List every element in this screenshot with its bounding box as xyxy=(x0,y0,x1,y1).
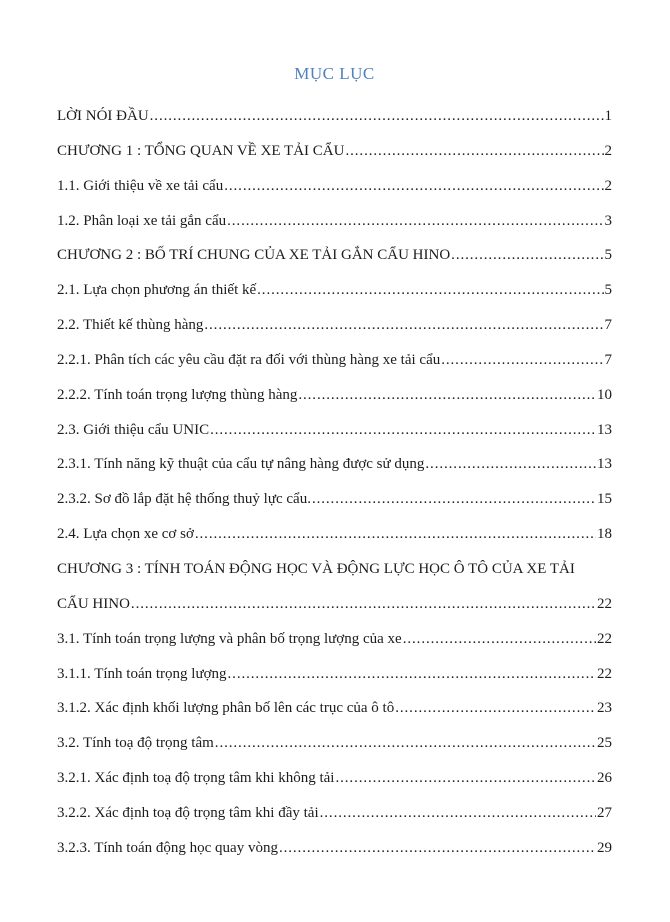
toc-entry[interactable] xyxy=(57,273,612,308)
toc-entry[interactable] xyxy=(57,691,612,726)
toc-entry-label: CẨU HINO xyxy=(57,595,130,612)
toc-entry-page: 26 xyxy=(597,770,612,787)
toc-leader-dots xyxy=(210,422,596,439)
toc-entry-label: 3.2.2. Xác định toạ độ trọng tâm khi đầy tải xyxy=(57,804,319,821)
toc-leader-dots xyxy=(131,596,596,613)
toc-entry-label: CHƯƠNG 1 : TỔNG QUAN VỀ XE TẢI CẨU xyxy=(57,142,345,159)
toc-entry[interactable] xyxy=(57,482,612,517)
toc-leader-dots xyxy=(224,178,603,195)
toc-leader-dots xyxy=(441,352,603,369)
toc-entry[interactable] xyxy=(57,657,612,692)
toc-entry[interactable] xyxy=(57,204,612,239)
toc-entry[interactable] xyxy=(57,587,612,622)
toc-leader-dots xyxy=(204,317,603,334)
toc-leader-dots xyxy=(298,387,596,404)
toc-entry-label: 3.2.3. Tính toán động học quay vòng xyxy=(57,839,278,856)
toc-leader-dots xyxy=(320,805,596,822)
toc-leader-dots xyxy=(228,666,596,683)
toc-entry[interactable] xyxy=(57,413,612,448)
toc-leader-dots xyxy=(451,247,603,264)
toc-entry-page: 7 xyxy=(604,351,612,368)
toc-entry[interactable] xyxy=(57,308,612,343)
toc-entry-page: 5 xyxy=(604,247,612,264)
toc-entry-page: 1 xyxy=(604,108,612,124)
toc-entry-page: 22 xyxy=(597,630,612,647)
toc-entry-label: 2.2. Thiết kế thùng hàng xyxy=(57,317,204,334)
toc-entry-page: 2 xyxy=(604,142,612,159)
toc-entry-label: 3.1. Tính toán trọng lượng và phân bố trọng lượng của xe xyxy=(57,630,402,647)
toc-entry[interactable] xyxy=(57,726,612,761)
toc-leader-dots xyxy=(215,735,596,752)
toc-entry[interactable] xyxy=(57,238,612,273)
page-title: MỤC LỤC xyxy=(294,64,375,83)
toc-entry-label: 1.2. Phân loại xe tải gắn cẩu xyxy=(57,212,227,229)
toc-entry-label: 3.2.1. Xác định toạ độ trọng tâm khi không tải xyxy=(57,770,335,787)
toc-entry[interactable] xyxy=(57,343,612,378)
toc-entry-label: 2.2.1. Phân tích các yêu cầu đặt ra đối với thùng hàng xe tải cẩu xyxy=(57,351,441,368)
toc-leader-dots xyxy=(279,840,596,857)
toc-entry-page: 10 xyxy=(597,386,612,403)
toc-entry-page: 23 xyxy=(597,700,612,717)
toc-leader-dots xyxy=(395,700,596,717)
toc-entry-label: 2.3.2. Sơ đồ lắp đặt hệ thống thuỷ lực cẩu. xyxy=(57,491,311,508)
toc-entry-page: 22 xyxy=(597,665,612,682)
toc-entry[interactable] xyxy=(57,552,612,587)
toc-entry-label: 3.1.2. Xác định khối lượng phân bố lên các trục của ô tô xyxy=(57,700,395,717)
toc-entry-page: 2 xyxy=(604,177,612,194)
toc-leader-dots xyxy=(312,491,596,508)
toc-entry-label: 3.1.1. Tính toán trọng lượng xyxy=(57,665,227,682)
toc-leader-dots xyxy=(150,108,604,125)
toc-entry-label: 2.3. Giới thiệu cẩu UNIC xyxy=(57,421,210,438)
toc-entry-page: 13 xyxy=(597,421,612,438)
toc-entry-label: 2.4. Lựa chọn xe cơ sở xyxy=(57,526,194,543)
toc-entry-label: 3.2. Tính toạ độ trọng tâm xyxy=(57,735,214,752)
toc-leader-dots xyxy=(257,282,603,299)
toc-entry-label: 2.3.1. Tính năng kỹ thuật của cẩu tự nâng hàng được sử dụng xyxy=(57,456,425,473)
table-of-contents xyxy=(57,99,612,866)
toc-entry[interactable] xyxy=(57,134,612,169)
toc-entry-page: 13 xyxy=(597,456,612,473)
toc-entry[interactable] xyxy=(57,622,612,657)
toc-entry[interactable] xyxy=(57,517,612,552)
toc-entry-page: 25 xyxy=(597,735,612,752)
toc-leader-dots xyxy=(195,526,596,543)
toc-entry-label: 2.2.2. Tính toán trọng lượng thùng hàng xyxy=(57,386,298,403)
toc-entry-label: CHƯƠNG 3 : TÍNH TOÁN ĐỘNG HỌC VÀ ĐỘNG LỰC HỌC Ô TÔ CỦA XE TẢI xyxy=(57,560,575,577)
toc-entry[interactable] xyxy=(57,447,612,482)
toc-leader-dots xyxy=(425,456,596,473)
toc-entry-label: 2.1. Lựa chọn phương án thiết kế xyxy=(57,282,257,299)
toc-entry-page: 29 xyxy=(597,839,612,856)
toc-entry-page: 27 xyxy=(597,804,612,821)
toc-entry-page: 7 xyxy=(604,317,612,334)
toc-entry-label: LỜI NÓI ĐẦU xyxy=(57,108,149,124)
toc-entry[interactable] xyxy=(57,378,612,413)
toc-entry[interactable] xyxy=(57,169,612,204)
toc-entry-page: 5 xyxy=(604,282,612,299)
toc-entry-page: 15 xyxy=(597,491,612,508)
toc-entry-label: 1.1. Giới thiệu về xe tải cẩu xyxy=(57,177,224,194)
toc-entry[interactable] xyxy=(57,831,612,866)
toc-entry-page: 18 xyxy=(597,526,612,543)
toc-leader-dots xyxy=(403,631,596,648)
toc-entry-page: 3 xyxy=(604,212,612,229)
toc-entry[interactable] xyxy=(57,761,612,796)
toc-entry[interactable] xyxy=(57,99,612,134)
toc-entry[interactable] xyxy=(57,796,612,831)
toc-leader-dots xyxy=(227,213,603,230)
toc-entry-page: 22 xyxy=(597,595,612,612)
toc-leader-dots xyxy=(335,770,596,787)
toc-leader-dots xyxy=(345,143,603,160)
toc-entry-label: CHƯƠNG 2 : BỐ TRÍ CHUNG CỦA XE TẢI GẮN CẨU HINO xyxy=(57,247,451,264)
